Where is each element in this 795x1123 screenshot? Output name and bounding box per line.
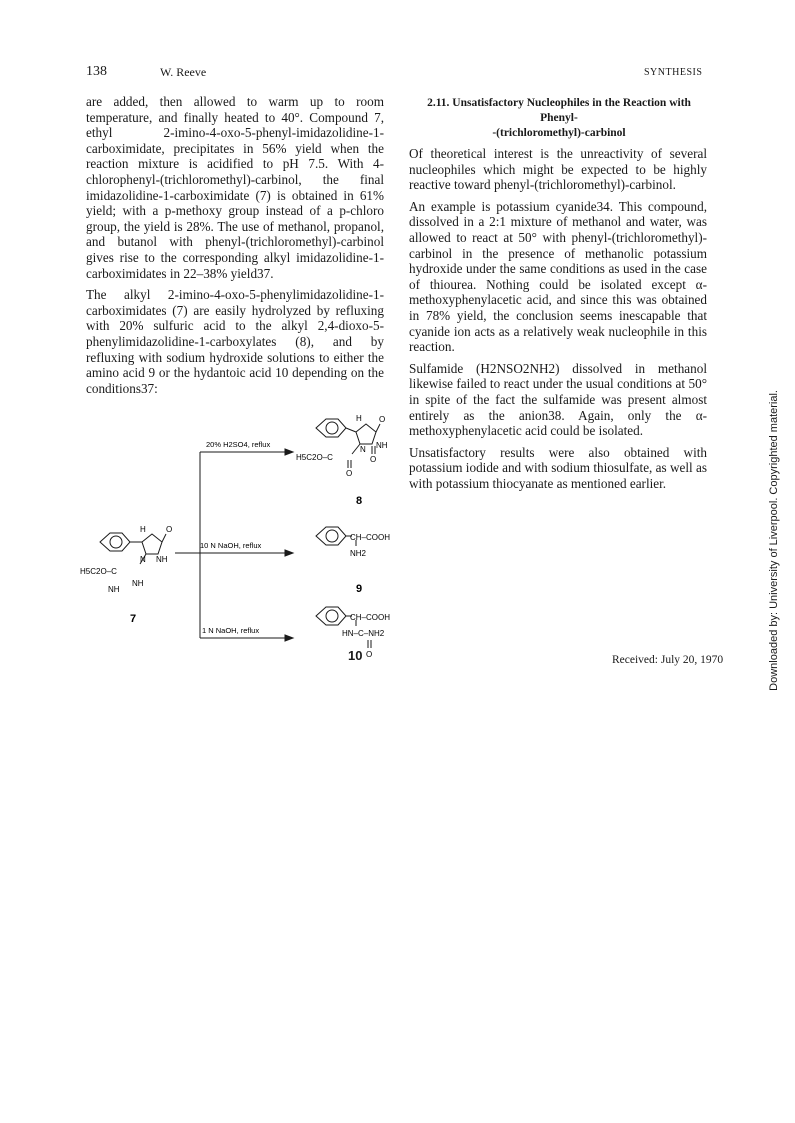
s8-ester: H5C2O–C [296, 453, 333, 462]
s8-n: N [360, 445, 366, 454]
right-paragraph-2: An example is potassium cyanide34. This compound, dissolved in a 2:1 mixture of methanol and water, was allowed to react at 50° with phenyl-(trichloromethyl)-carbinol in the presence of methanolic potassium hydroxide under the same conditions as used in the case of thiourea. Nothing could be isolated except α-methoxyphenylacetic acid, and since this was obtained in 78% yield, the conclusion seems inescapable that cyanide ion acts as a relatively weak nucleophile in this reaction. [409, 198, 707, 355]
right-paragraph-4: Unsatisfactory results were also obtained with potassium iodide and with sodium thiosulfate, as well as with potassium thiocyanate as mentioned earlier. [409, 444, 707, 491]
received-date: Received: July 20, 1970 [612, 654, 724, 666]
compound-label-9: 9 [356, 583, 363, 595]
section-heading-line-1: 2.11. Unsatisfactory Nucleophiles in the Reaction with Phenyl- [427, 97, 691, 124]
condition-1: 20% H2SO4, reflux [206, 440, 271, 449]
reaction-scheme [80, 410, 410, 670]
page-number: 138 [86, 64, 107, 79]
s7-nh: NH [156, 555, 168, 564]
s7-n: N [140, 555, 146, 564]
s10-ch-cooh: CH–COOH [350, 613, 391, 622]
journal-name: SYNTHESIS [644, 67, 703, 78]
section-heading [409, 96, 709, 141]
section-heading-line-2: -(trichloromethyl)-carbinol [492, 127, 626, 139]
s8-h: H [356, 414, 362, 423]
s7-ester: H5C2O–C [80, 567, 117, 576]
left-column [86, 94, 384, 402]
s7-nh-right: NH [132, 579, 144, 588]
left-paragraph-2: The alkyl 2-imino-4-oxo-5-phenylimidazolidine-1-carboximidates (7) are easily hydrolyzed by refluxing with 20% sulfuric acid to the alkyl 2,4-dioxo-5-phenylimidazolidine-1-carboxylates (8), and by refluxing with sodium hydroxide solutions to either the amino acid 9 or the hydantoic acid 10 depending on the conditions37: [86, 287, 384, 396]
compound-label-7: 7 [130, 613, 137, 625]
compound-label-8: 8 [356, 495, 363, 507]
s7-o: O [166, 525, 173, 534]
left-paragraph-1: are added, then allowed to warm up to room temperature, and finally heated to 40°. Compound 7, ethyl 2-imino-4-oxo-5-phenyl-imidazolidine-1-carboximidate, precipitates in 56% yield when the reaction mixture is acidified to pH 7.5. With 4-chlorophenyl-(trichloromethyl)-carbinol, the final imidazolidine-1-carboximidate (7) is obtained in 61% yield; with a p-methoxy group instead of a p-chloro group, the yield is 28%. The use of methanol, propanol, and butanol with phenyl-(trichloromethyl)-carbinol gives rise to the corresponding alkyl imidazolidine-1-carboximidates in 22–38% yield37. [86, 94, 384, 281]
s10-o: O [366, 650, 373, 659]
s7-h: H [140, 525, 146, 534]
right-paragraph-1: Of theoretical interest is the unreactivity of several nucleophiles which might be expected to be highly reactive toward phenyl-(trichloromethyl)-carbinol. [409, 146, 707, 193]
download-watermark [768, 390, 782, 710]
s8-nh: NH [376, 441, 388, 450]
s7-imine: NH [108, 585, 120, 594]
right-paragraph-3: Sulfamide (H2NSO2NH2) dissolved in methanol likewise failed to react under the usual conditions at 50° in spite of the fact the sulfamide was present almost entirely as the anion38. Again, only the α-methoxyphenylacetic acid could be isolated. [409, 360, 707, 439]
s9-ch-cooh: CH–COOH [350, 533, 391, 542]
s10-urea: HN–C–NH2 [342, 629, 385, 638]
condition-2: 10 N NaOH, reflux [200, 541, 262, 550]
download-watermark-text: Downloaded by: University of Liverpool. Copyrighted material. [768, 390, 780, 691]
condition-3: 1 N NaOH, reflux [202, 626, 260, 635]
s8-o-ester: O [346, 469, 353, 478]
running-author: W. Reeve [160, 65, 207, 79]
s9-nh2: NH2 [350, 549, 367, 558]
s8-o-ring: O [370, 455, 377, 464]
compound-label-10: 10 [348, 648, 363, 663]
right-column [409, 146, 707, 497]
s8-o: O [379, 415, 386, 424]
